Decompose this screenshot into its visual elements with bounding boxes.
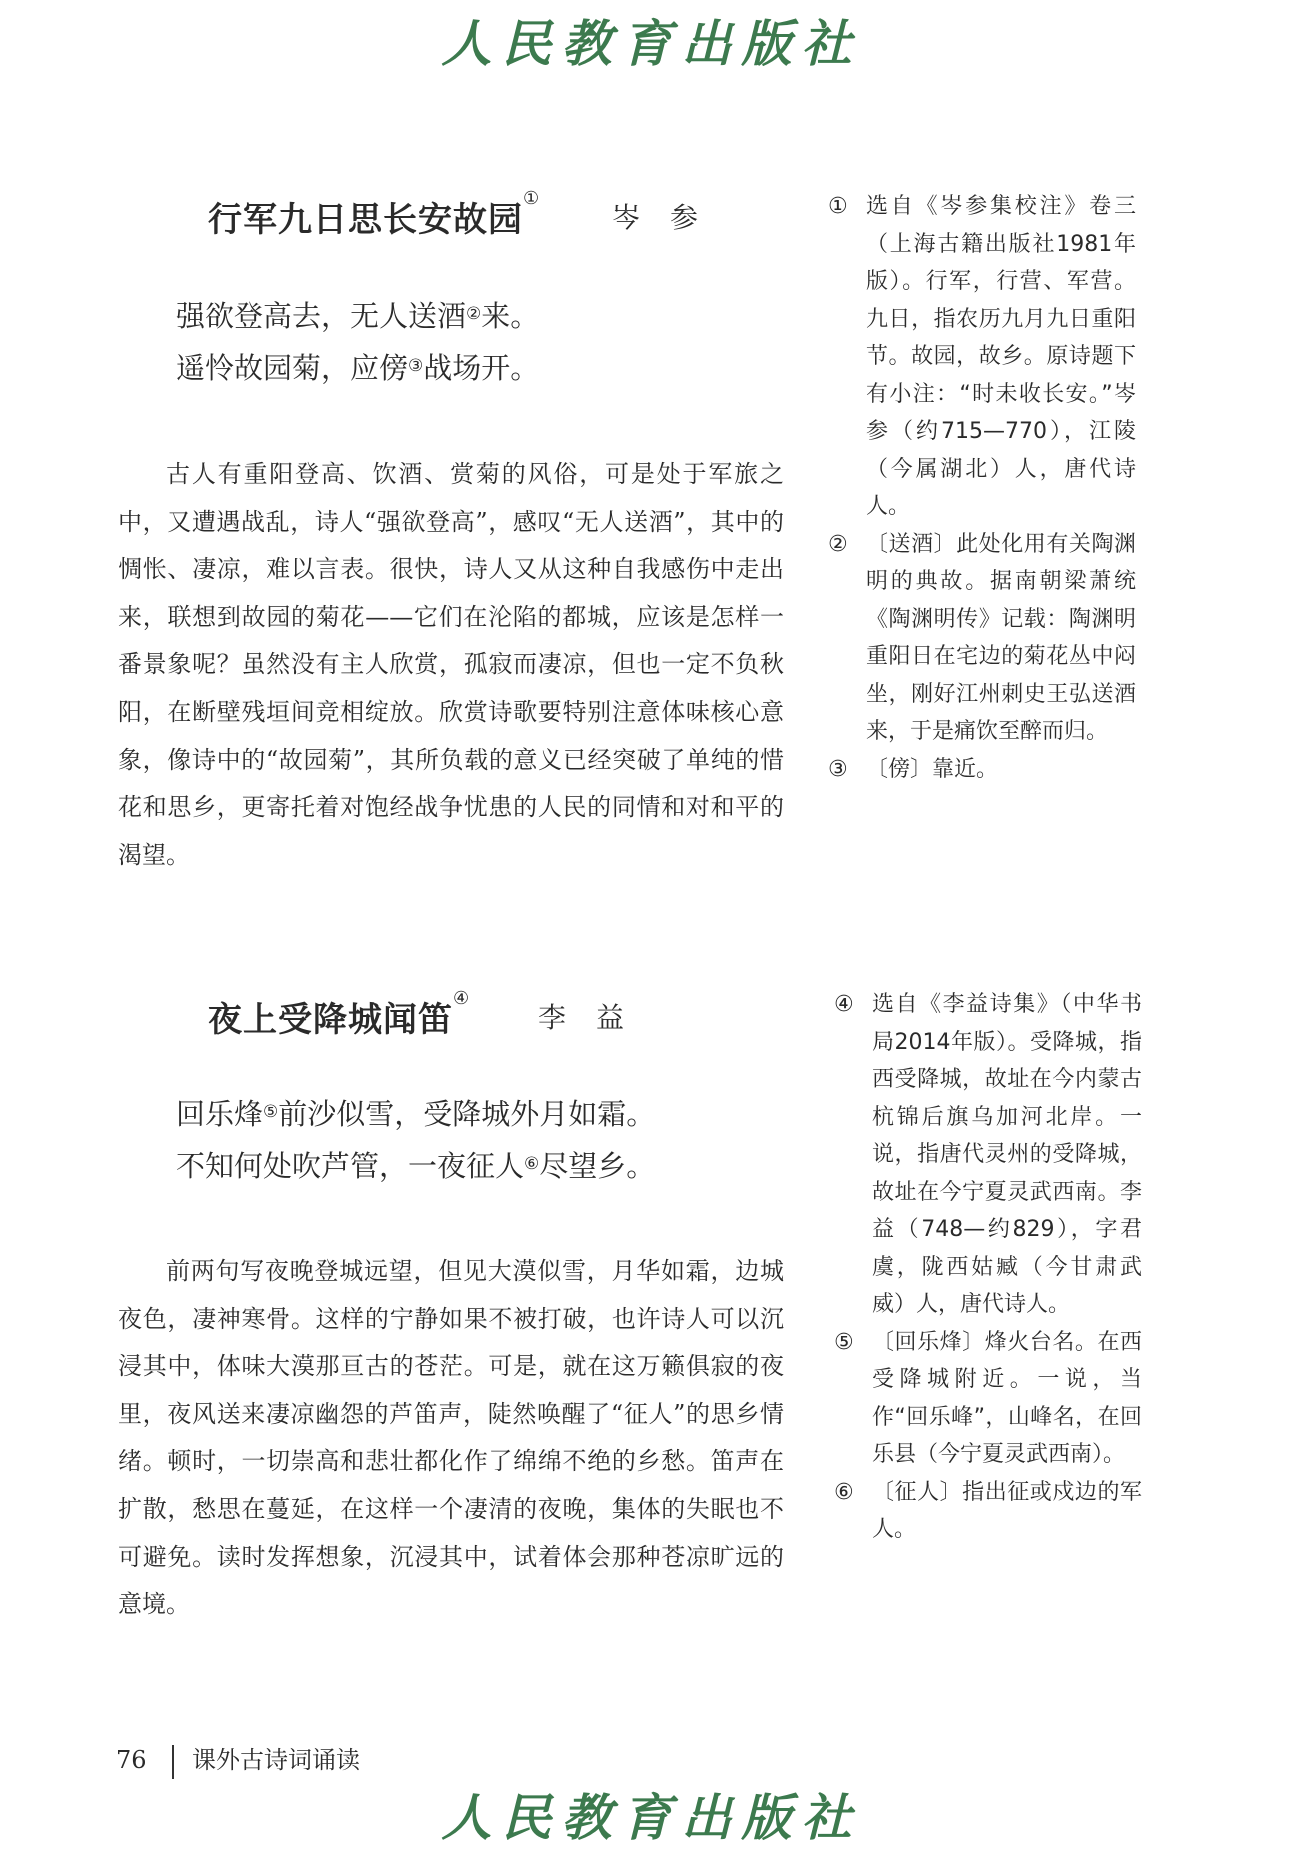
poem-author-1: 岑参 bbox=[612, 201, 729, 234]
verse-line: 强欲登高去，无人送酒②来。 bbox=[176, 299, 540, 333]
footnote-4: ④ 选自《李益诗集》（中华书局2014年版）。受降城，指西受降城，故址在今内蒙古杭锦后旗乌加河北岸。一说，指唐代灵州的受降城，故址在今宁夏灵武西南。李益（748—约829），字君虞，陇西姑臧（今甘肃武威）人，唐代诗人。 bbox=[834, 992, 1142, 1317]
footer-divider bbox=[172, 1745, 174, 1779]
publisher-logo-bottom: 人民教育出版社 bbox=[441, 1788, 862, 1847]
poem-title-2-text: 夜上受降城闻笛 bbox=[208, 1000, 453, 1040]
footnote-5: ⑤ 〔回乐烽〕烽火台名。在西受降城附近。一说，当作“回乐峰”，山峰名，在回乐县（今宁夏灵武西南）。 bbox=[834, 1329, 1142, 1467]
poem-title-1 bbox=[208, 188, 541, 241]
page-number: 76 bbox=[116, 1746, 147, 1774]
poem-author-2: 李益 bbox=[538, 1001, 655, 1034]
poem-title-2-note-marker: ④ bbox=[453, 988, 471, 1009]
publisher-logo-top: 人民教育出版社 bbox=[441, 14, 862, 73]
footnote-1: ① 选自《岑参集校注》卷三（上海古籍出版社1981年版）。行军，行营、军营。九日，指农历九月九日重阳节。故园，故乡。原诗题下有小注：“时未收长安。”岑参（约715—770），江陵（今属湖北）人，唐代诗人。 bbox=[828, 194, 1136, 519]
verse-line: 不知何处吹芦管，一夜征人⑥尽望乡。 bbox=[176, 1149, 656, 1183]
poem-2-appreciation: 前两句写夜晚登城远望，但见大漠似雪，月华如霜，边城夜色，凄神寒骨。这样的宁静如果不被打破，也许诗人可以沉浸其中，体味大漠那亘古的苍茫。可是，就在这万籁俱寂的夜里，夜风送来凄凉幽怨的芦笛声，陡然唤醒了“征人”的思乡情绪。顿时，一切崇高和悲壮都化作了绵绵不绝的乡愁。笛声在扩散，愁思在蔓延，在这样一个凄清的夜晚，集体的失眠也不可避免。读时发挥想象，沉浸其中，试着体会那种苍凉旷远的意境。 bbox=[118, 1257, 784, 1619]
verse-line: 回乐烽⑤前沙似雪，受降城外月如霜。 bbox=[176, 1097, 656, 1131]
footnote-6: ⑥ 〔征人〕指出征或戍边的军人。 bbox=[834, 1479, 1142, 1542]
poem-1-appreciation: 古人有重阳登高、饮酒、赏菊的风俗，可是处于军旅之中，又遭遇战乱，诗人“强欲登高”，感叹“无人送酒”，其中的惆怅、凄凉，难以言表。很快，诗人又从这种自我感伤中走出来，联想到故园的菊花——它们在沦陷的都城，应该是怎样一番景象呢？虽然没有主人欣赏，孤寂而凄凉，但也一定不负秋阳，在断壁残垣间竞相绽放。欣赏诗歌要特别注意体味核心意象，像诗中的“故园菊”，其所负载的意义已经突破了单纯的惜花和思乡，更寄托着对饱经战争忧患的人民的同情和对和平的渴望。 bbox=[118, 460, 784, 869]
poem-title-1-text: 行军九日思长安故园 bbox=[208, 200, 523, 240]
poem-title-2 bbox=[208, 988, 471, 1041]
page-footer bbox=[116, 1740, 360, 1779]
poem-1-verse bbox=[176, 290, 539, 394]
footnote-2: ② 〔送酒〕此处化用有关陶渊明的典故。据南朝梁萧统《陶渊明传》记载：陶渊明重阳日在宅边的菊花丛中闷坐，刚好江州刺史王弘送酒来，于是痛饮至醉而归。 bbox=[828, 531, 1136, 744]
book-title: 课外古诗词诵读 bbox=[192, 1746, 360, 1774]
footnote-3: ③ 〔傍〕靠近。 bbox=[828, 756, 999, 782]
poem-1-notes bbox=[828, 188, 1136, 788]
poem-title-1-note-marker: ① bbox=[523, 188, 541, 209]
verse-line: 遥怜故园菊，应傍③战场开。 bbox=[176, 351, 540, 385]
poem-2-verse bbox=[176, 1088, 655, 1192]
poem-2-notes bbox=[834, 986, 1142, 1549]
